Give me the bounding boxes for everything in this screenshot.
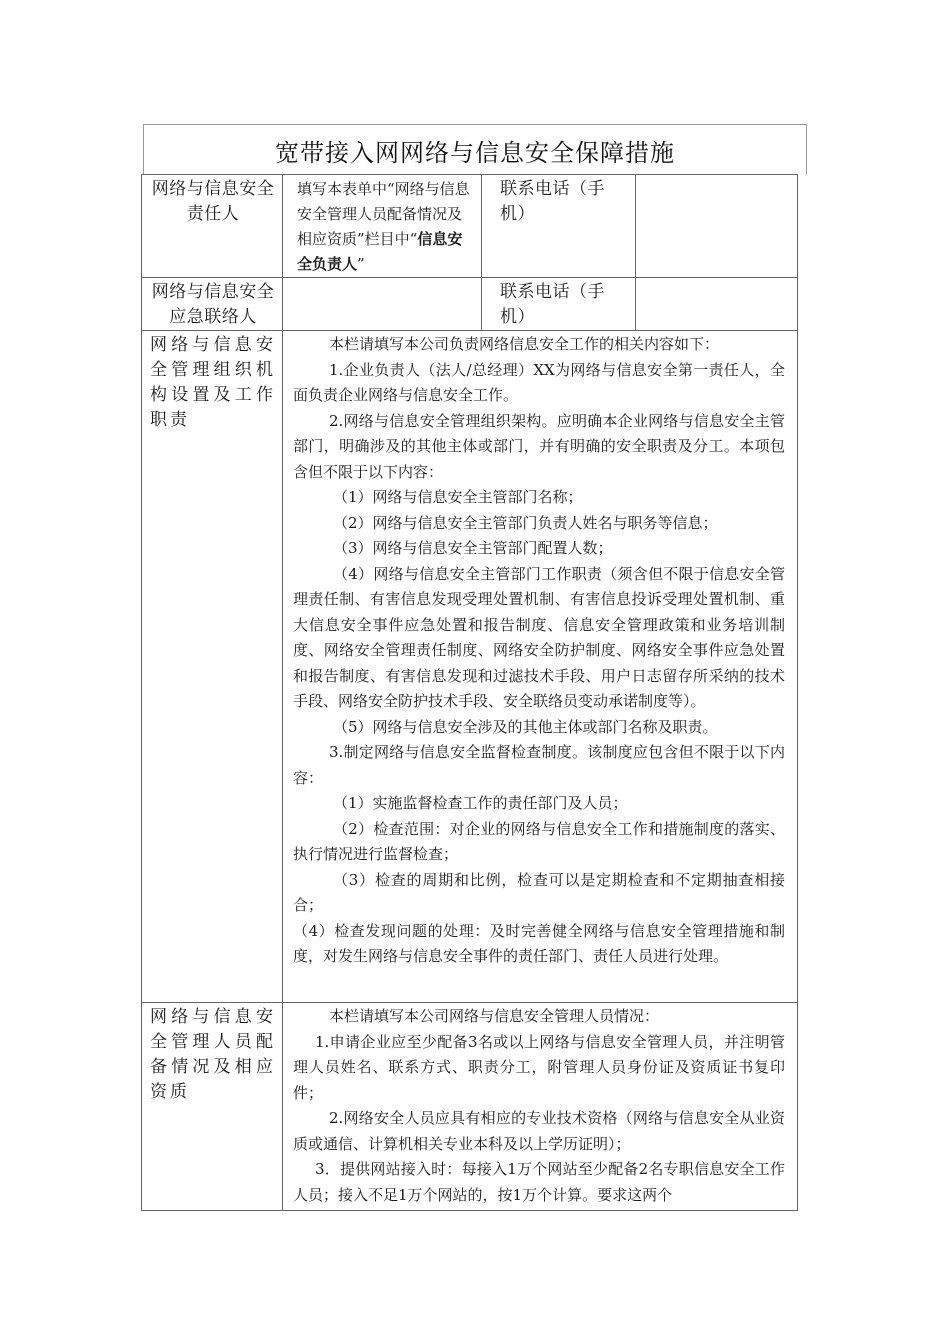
phone-value-2[interactable] bbox=[636, 278, 798, 331]
paragraph: 1.企业负责人（法人/总经理）XX为网络与信息安全第一责任人，全面负责企业网络与信息安全工作。 bbox=[293, 360, 785, 404]
security-owner-field[interactable] bbox=[283, 175, 482, 278]
phone-label-2: 联系电话（手机） bbox=[482, 278, 636, 331]
security-measures-table bbox=[141, 174, 798, 1211]
table-row bbox=[142, 278, 798, 331]
table-row bbox=[142, 1003, 798, 1211]
paragraph: 3.制定网络与信息安全监督检查制度。该制度应包含但不限于以下内容： bbox=[293, 743, 785, 787]
staffing-label: 网络与信息安全管理人员配备情况及相应资质 bbox=[142, 1003, 283, 1211]
phone-label-1: 联系电话（手机） bbox=[482, 175, 636, 278]
paragraph: 3．提供网站接入时：每接入1万个网站至少配备2名专职信息安全工作人员；接入不足1万个网站的，按1万个计算。要求这两个 bbox=[293, 1160, 785, 1204]
paragraph: （5）网络与信息安全涉及的其他主体或部门名称及职责。 bbox=[333, 717, 718, 736]
paragraph: （3）网络与信息安全主管部门配置人数； bbox=[333, 539, 613, 557]
fill-text-post: ” bbox=[357, 255, 365, 273]
paragraph: （3）检查的周期和比例，检查可以是定期检查和不定期抽查相接合； bbox=[293, 870, 785, 914]
title-box bbox=[143, 124, 807, 174]
emergency-contact-field[interactable] bbox=[283, 278, 482, 331]
paragraph: 本栏请填写本公司负责网络信息安全工作的相关内容如下： bbox=[329, 335, 720, 353]
paragraph: （2）网络与信息安全主管部门负责人姓名与职务等信息； bbox=[333, 513, 718, 532]
table-row bbox=[142, 175, 798, 278]
paragraph: （4）网络与信息安全主管部门工作职责（须含但不限于信息安全管理责任制、有害信息发现受理处置机制、有害信息投诉受理处置机制、重大信息安全事件应急处置和报告制度、信息安全管理政策和业务培训制度、网络安全管理责任制度、网络安全防护制度、网络安全事件应急处置和报告制度、有害信息发现和过滤技术手段、用户日志留存所采纳的技术手段、网络安全防护技术手段、安全联络员变动承诺制度等）。 bbox=[293, 564, 785, 710]
phone-value-1[interactable] bbox=[636, 175, 798, 278]
paragraph: （1）实施监督检查工作的责任部门及人员； bbox=[333, 794, 628, 812]
security-owner-label: 网络与信息安全责任人 bbox=[142, 175, 283, 278]
fill-text-pre: 填写本表单中“网络与信息安全管理人员配备情况及相应资质”栏目中“ bbox=[297, 180, 470, 248]
paragraph: （2）检查范围：对企业的网络与信息安全工作和措施制度的落实、执行情况进行监督检查； bbox=[293, 819, 785, 863]
table-row bbox=[142, 331, 798, 1003]
org-structure-label: 网络与信息安全管理组织机构设置及工作职责 bbox=[142, 331, 283, 1003]
paragraph: 2.网络安全人员应具有相应的专业技术资格（网络与信息安全从业资质或通信、计算机相关专业本科及以上学历证明）； bbox=[293, 1109, 785, 1153]
paragraph: 1.申请企业应至少配备3名或以上网络与信息安全管理人员，并注明管理人员姓名、联系方式、职责分工，附管理人员身份证及资质证书复印件； bbox=[293, 1032, 785, 1102]
paragraph: （1）网络与信息安全主管部门名称； bbox=[333, 488, 583, 506]
paragraph: 本栏请填写本公司网络与信息安全管理人员情况： bbox=[329, 1007, 660, 1025]
paragraph: （4）检查发现问题的处理：及时完善健全网络与信息安全管理措施和制度，对发生网络与信息安全事件的责任部门、责任人员进行处理。 bbox=[293, 921, 785, 965]
page-title: 宽带接入网网络与信息安全保障措施 bbox=[275, 139, 675, 167]
paragraph: 2.网络与信息安全管理组织架构。应明确本企业网络与信息安全主管部门，明确涉及的其他主体或部门，并有明确的安全职责及分工。本项包含但不限于以下内容： bbox=[293, 411, 785, 481]
fill-text-bold: 信息安全负责人 bbox=[297, 230, 463, 273]
emergency-contact-label: 网络与信息安全应急联络人 bbox=[142, 278, 283, 331]
org-structure-content[interactable] bbox=[283, 331, 798, 1003]
staffing-content[interactable] bbox=[283, 1003, 798, 1211]
